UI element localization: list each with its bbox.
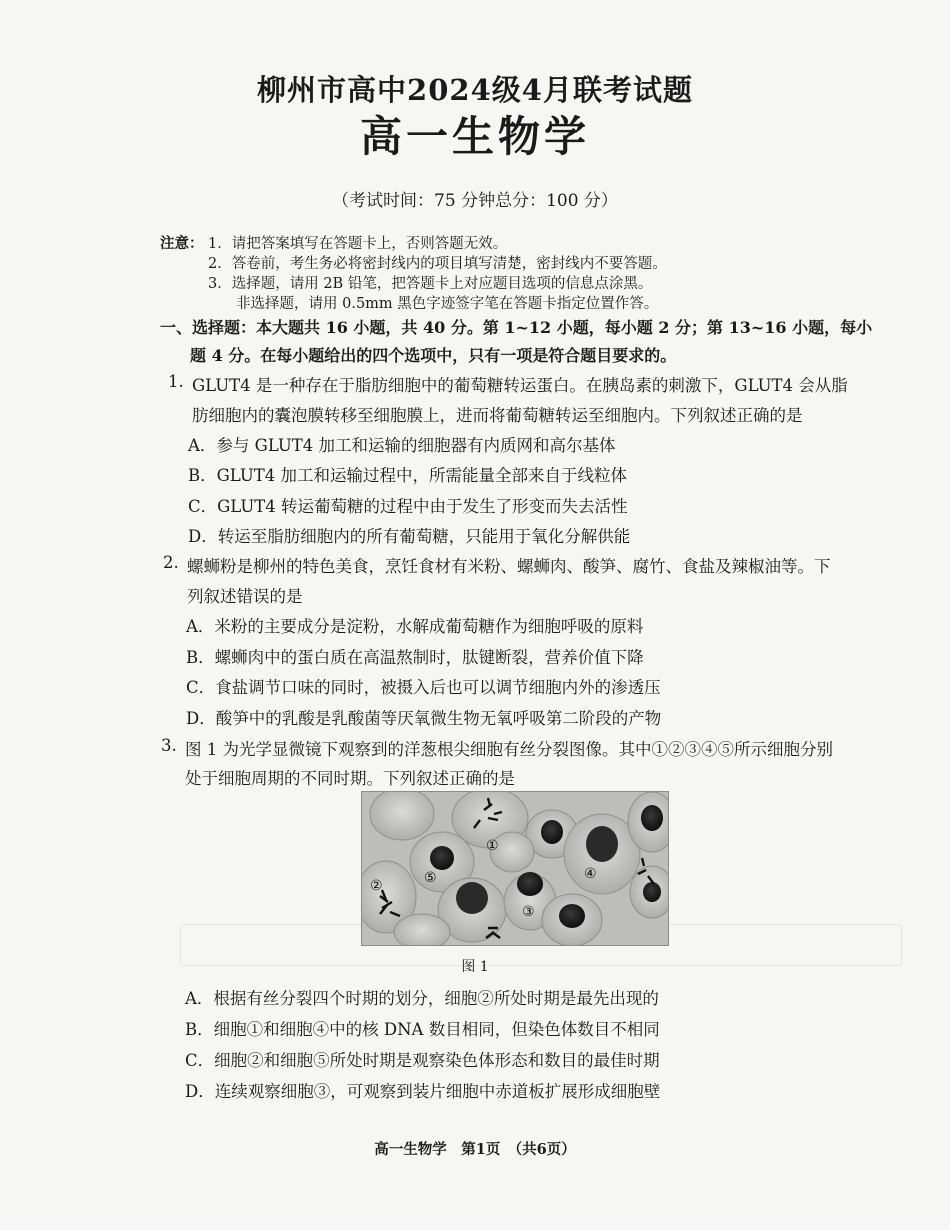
notes-lead: 注意： — [160, 235, 204, 252]
option-b: B．螺蛳肉中的蛋白质在高温熬制时，肽键断裂，营养价值下降 — [186, 648, 644, 667]
option-d: D．连续观察细胞③，可观察到装片细胞中赤道板扩展形成细胞壁 — [185, 1082, 661, 1101]
option-d: D．转运至脂肪细胞内的所有葡萄糖，只能用于氧化分解供能 — [188, 527, 631, 546]
option-c: C．GLUT4 转运葡萄糖的过程中由于发生了形变而失去活性 — [188, 497, 628, 516]
figure-label-2: ② — [370, 878, 383, 894]
onion-root-tip-micrograph — [362, 792, 668, 945]
option-a: A．米粉的主要成分是淀粉，水解成葡萄糖作为细胞呼吸的原料 — [186, 617, 644, 636]
section-heading — [160, 314, 890, 370]
option-a: A．根据有丝分裂四个时期的划分，细胞②所处时期是最先出现的 — [185, 989, 659, 1008]
option-b: B．GLUT4 加工和运输过程中，所需能量全部来自于线粒体 — [188, 466, 628, 485]
question-text-line: 列叙述错误的是 — [187, 587, 303, 606]
page-footer: 高一生物学 第1页 （共6页） — [374, 1141, 576, 1158]
question-text-line: 处于细胞周期的不同时期。下列叙述正确的是 — [185, 769, 515, 788]
note-item: 3．选择题，请用 2B 铅笔，把答题卡上对应题目选项的信息点涂黑。 — [208, 276, 653, 292]
subject-title: 高一生物学 — [359, 112, 590, 161]
exam-title: 柳州市高中2024级4月联考试题 — [257, 73, 693, 107]
note-item: 1．请把答案填写在答题卡上，否则答题无效。 — [208, 236, 508, 252]
exam-time: （考试时间：75 分钟总分：100 分） — [332, 191, 618, 211]
micrograph-figure — [361, 791, 669, 946]
note-item: 2．答卷前，考生务必将密封线内的项目填写清楚，密封线内不要答题。 — [208, 256, 667, 272]
option-d: D．酸笋中的乳酸是乳酸菌等厌氧微生物无氧呼吸第二阶段的产物 — [186, 709, 662, 728]
option-c: C．细胞②和细胞⑤所处时期是观察染色体形态和数目的最佳时期 — [185, 1051, 660, 1070]
figure-caption: 图 1 — [461, 959, 489, 975]
note-item: 非选择题，请用 0.5mm 黑色字迹签字笔在答题卡指定位置作答。 — [236, 296, 659, 312]
option-b: B．细胞①和细胞④中的核 DNA 数目相同，但染色体数目不相同 — [185, 1020, 660, 1039]
figure-label-3: ③ — [522, 904, 535, 920]
option-c: C．食盐调节口味的同时，被摄入后也可以调节细胞内外的渗透压 — [186, 678, 661, 697]
figure-label-1: ① — [486, 838, 499, 854]
section-line: 题 4 分。在每小题给出的四个选项中，只有一项是符合题目要求的。 — [190, 346, 677, 365]
question-text: 螺蛳粉是柳州的特色美食，烹饪食材有米粉、螺蛳肉、酸笋、腐竹、食盐及辣椒油等。下 — [187, 557, 831, 576]
question-number: 1. — [168, 372, 184, 391]
figure-label-5: ⑤ — [424, 870, 437, 886]
question-number: 3. — [161, 736, 177, 755]
question-text: 图 1 为光学显微镜下观察到的洋葱根尖细胞有丝分裂图像。其中①②③④⑤所示细胞分别 — [185, 740, 833, 759]
section-line: 一、选择题：本大题共 16 小题，共 40 分。第 1~12 小题，每小题 2 分；第 13~16 小题，每小 — [160, 318, 873, 337]
question-number: 2. — [163, 553, 179, 572]
option-a: A．参与 GLUT4 加工和运输的细胞器有内质网和高尔基体 — [188, 436, 616, 455]
question-text-line: 肪细胞内的囊泡膜转移至细胞膜上，进而将葡萄糖转运至细胞内。下列叙述正确的是 — [192, 406, 803, 425]
figure-label-4: ④ — [584, 866, 597, 882]
question-text: GLUT4 是一种存在于脂肪细胞中的葡萄糖转运蛋白。在胰岛素的刺激下，GLUT4 会从脂 — [192, 376, 848, 395]
